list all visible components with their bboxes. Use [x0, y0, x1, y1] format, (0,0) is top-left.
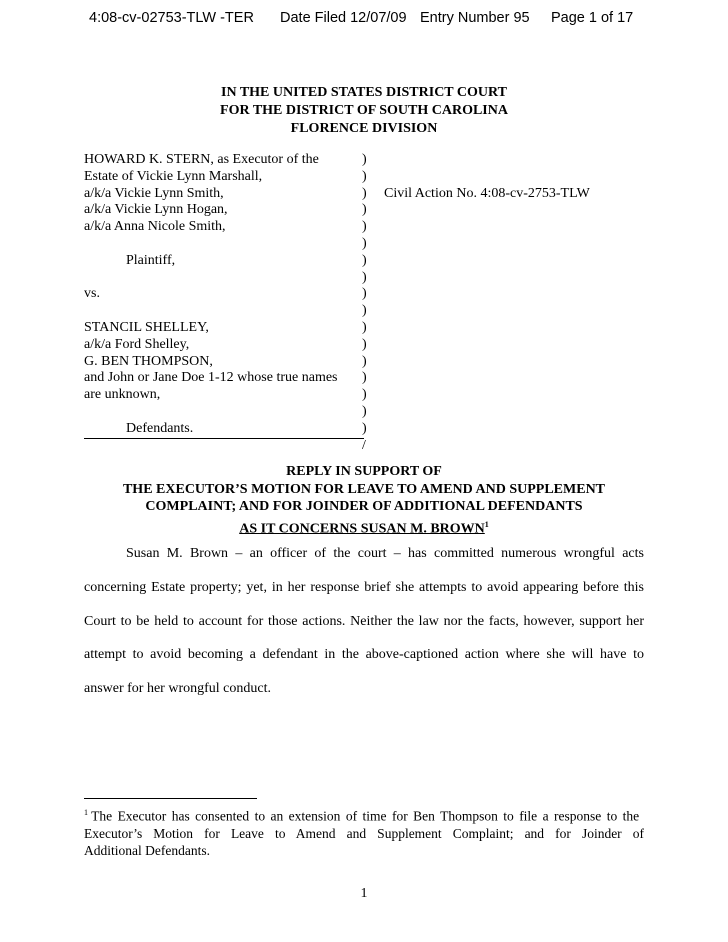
body-line [84, 579, 644, 613]
footnote-line-text: Additional Defendants. [84, 842, 210, 858]
caption-line: a/k/a Ford Shelley, [84, 336, 190, 352]
paren: ) [362, 353, 367, 369]
paren: ) [362, 252, 367, 268]
body-line-text: Court to be held to account for those actions. Neither the law nor the facts, however, support her [84, 613, 644, 629]
caption-line: HOWARD K. STERN, as Executor of the [84, 152, 319, 167]
court-line-1: IN THE UNITED STATES DISTRICT COURT [221, 85, 507, 100]
caption-line: and John or Jane Doe 1-12 whose true names [84, 370, 338, 386]
document-title [0, 463, 728, 538]
paren: ) [362, 387, 367, 403]
paren: ) [362, 219, 367, 235]
body-paragraph [84, 545, 644, 714]
court-line-3: FLORENCE DIVISION [290, 121, 438, 136]
title-line-3: COMPLAINT; AND FOR JOINDER OF ADDITIONAL DEFENDANTS [145, 499, 583, 514]
title-line-4 [0, 516, 728, 538]
footnote [84, 804, 644, 859]
footnote-line [84, 825, 644, 842]
plaintiff-label: Plaintiff, [126, 252, 176, 268]
caption-line: a/k/a Vickie Lynn Hogan, [84, 202, 228, 218]
defendants-label: Defendants. [126, 420, 194, 436]
caption-line: G. BEN THOMPSON, [84, 353, 213, 369]
title-line-1: REPLY IN SUPPORT OF [286, 464, 442, 479]
paren: ) [362, 319, 367, 335]
paren: ) [362, 152, 367, 167]
paren: ) [362, 420, 367, 436]
paren: ) [362, 303, 367, 319]
paren: ) [362, 168, 367, 184]
footnote-line [84, 842, 644, 859]
court-heading [0, 84, 728, 138]
body-line-text: attempt to avoid becoming a defendant in the above-captioned action where she will have to [84, 647, 644, 663]
body-line [84, 680, 644, 714]
body-line [84, 613, 644, 647]
versus-label: vs. [84, 286, 100, 302]
page-of: Page 1 of 17 [551, 10, 634, 26]
caption-line: are unknown, [84, 387, 161, 403]
case-number: 4:08-cv-02753-TLW -TER [89, 10, 254, 26]
paren: ) [362, 336, 367, 352]
body-line-text: concerning Estate property; yet, in her response brief she attempts to avoid appearing before this [84, 579, 644, 595]
paren: ) [362, 370, 367, 386]
paren: ) [362, 286, 367, 302]
footnote-ref: 1 [484, 519, 489, 529]
body-line [84, 545, 644, 579]
caption-line: Estate of Vickie Lynn Marshall, [84, 168, 263, 184]
footnote-line-text: Executor’s Motion for Leave to Amend and Supplement Complaint; and for Joinder of [84, 825, 644, 841]
caption-parentheses [362, 152, 367, 454]
paren: ) [362, 185, 367, 201]
page-number: 1 [360, 886, 368, 901]
date-filed: Date Filed 12/07/09 [280, 10, 407, 26]
caption-line: STANCIL SHELLEY, [84, 319, 209, 335]
caption-line: a/k/a Vickie Lynn Smith, [84, 185, 224, 201]
footnote-divider [84, 798, 257, 799]
paren: ) [362, 202, 367, 218]
caption-line [84, 236, 364, 253]
caption-line: a/k/a Anna Nicole Smith, [84, 219, 226, 235]
ecf-header [0, 10, 728, 30]
title-line-4-text: AS IT CONCERNS SUSAN M. BROWN [239, 521, 485, 537]
entry-number: Entry Number 95 [420, 10, 530, 26]
caption-slash: / [362, 437, 366, 453]
caption-divider [84, 438, 364, 439]
caption-line [84, 404, 364, 421]
footnote-marker: 1 [84, 808, 88, 817]
title-line-2: THE EXECUTOR’S MOTION FOR LEAVE TO AMEND AND SUPPLEMENT [122, 481, 606, 497]
caption-line [84, 270, 364, 287]
caption-line [84, 303, 364, 320]
case-caption [84, 152, 364, 438]
paren: ) [362, 235, 367, 251]
civil-action-number: Civil Action No. 4:08-cv-2753-TLW [384, 185, 590, 201]
footnote-line-text: The Executor has consented to an extension of time for Ben Thompson to file a response to the [91, 808, 640, 824]
paren: ) [362, 403, 367, 419]
body-line-text: answer for her wrongful conduct. [84, 681, 271, 697]
body-line [84, 646, 644, 680]
footnote-line [84, 804, 644, 825]
body-line-text: Susan M. Brown – an officer of the court – has committed numerous wrongful acts [126, 546, 644, 561]
paren: ) [362, 269, 367, 285]
court-line-2: FOR THE DISTRICT OF SOUTH CAROLINA [220, 103, 508, 118]
